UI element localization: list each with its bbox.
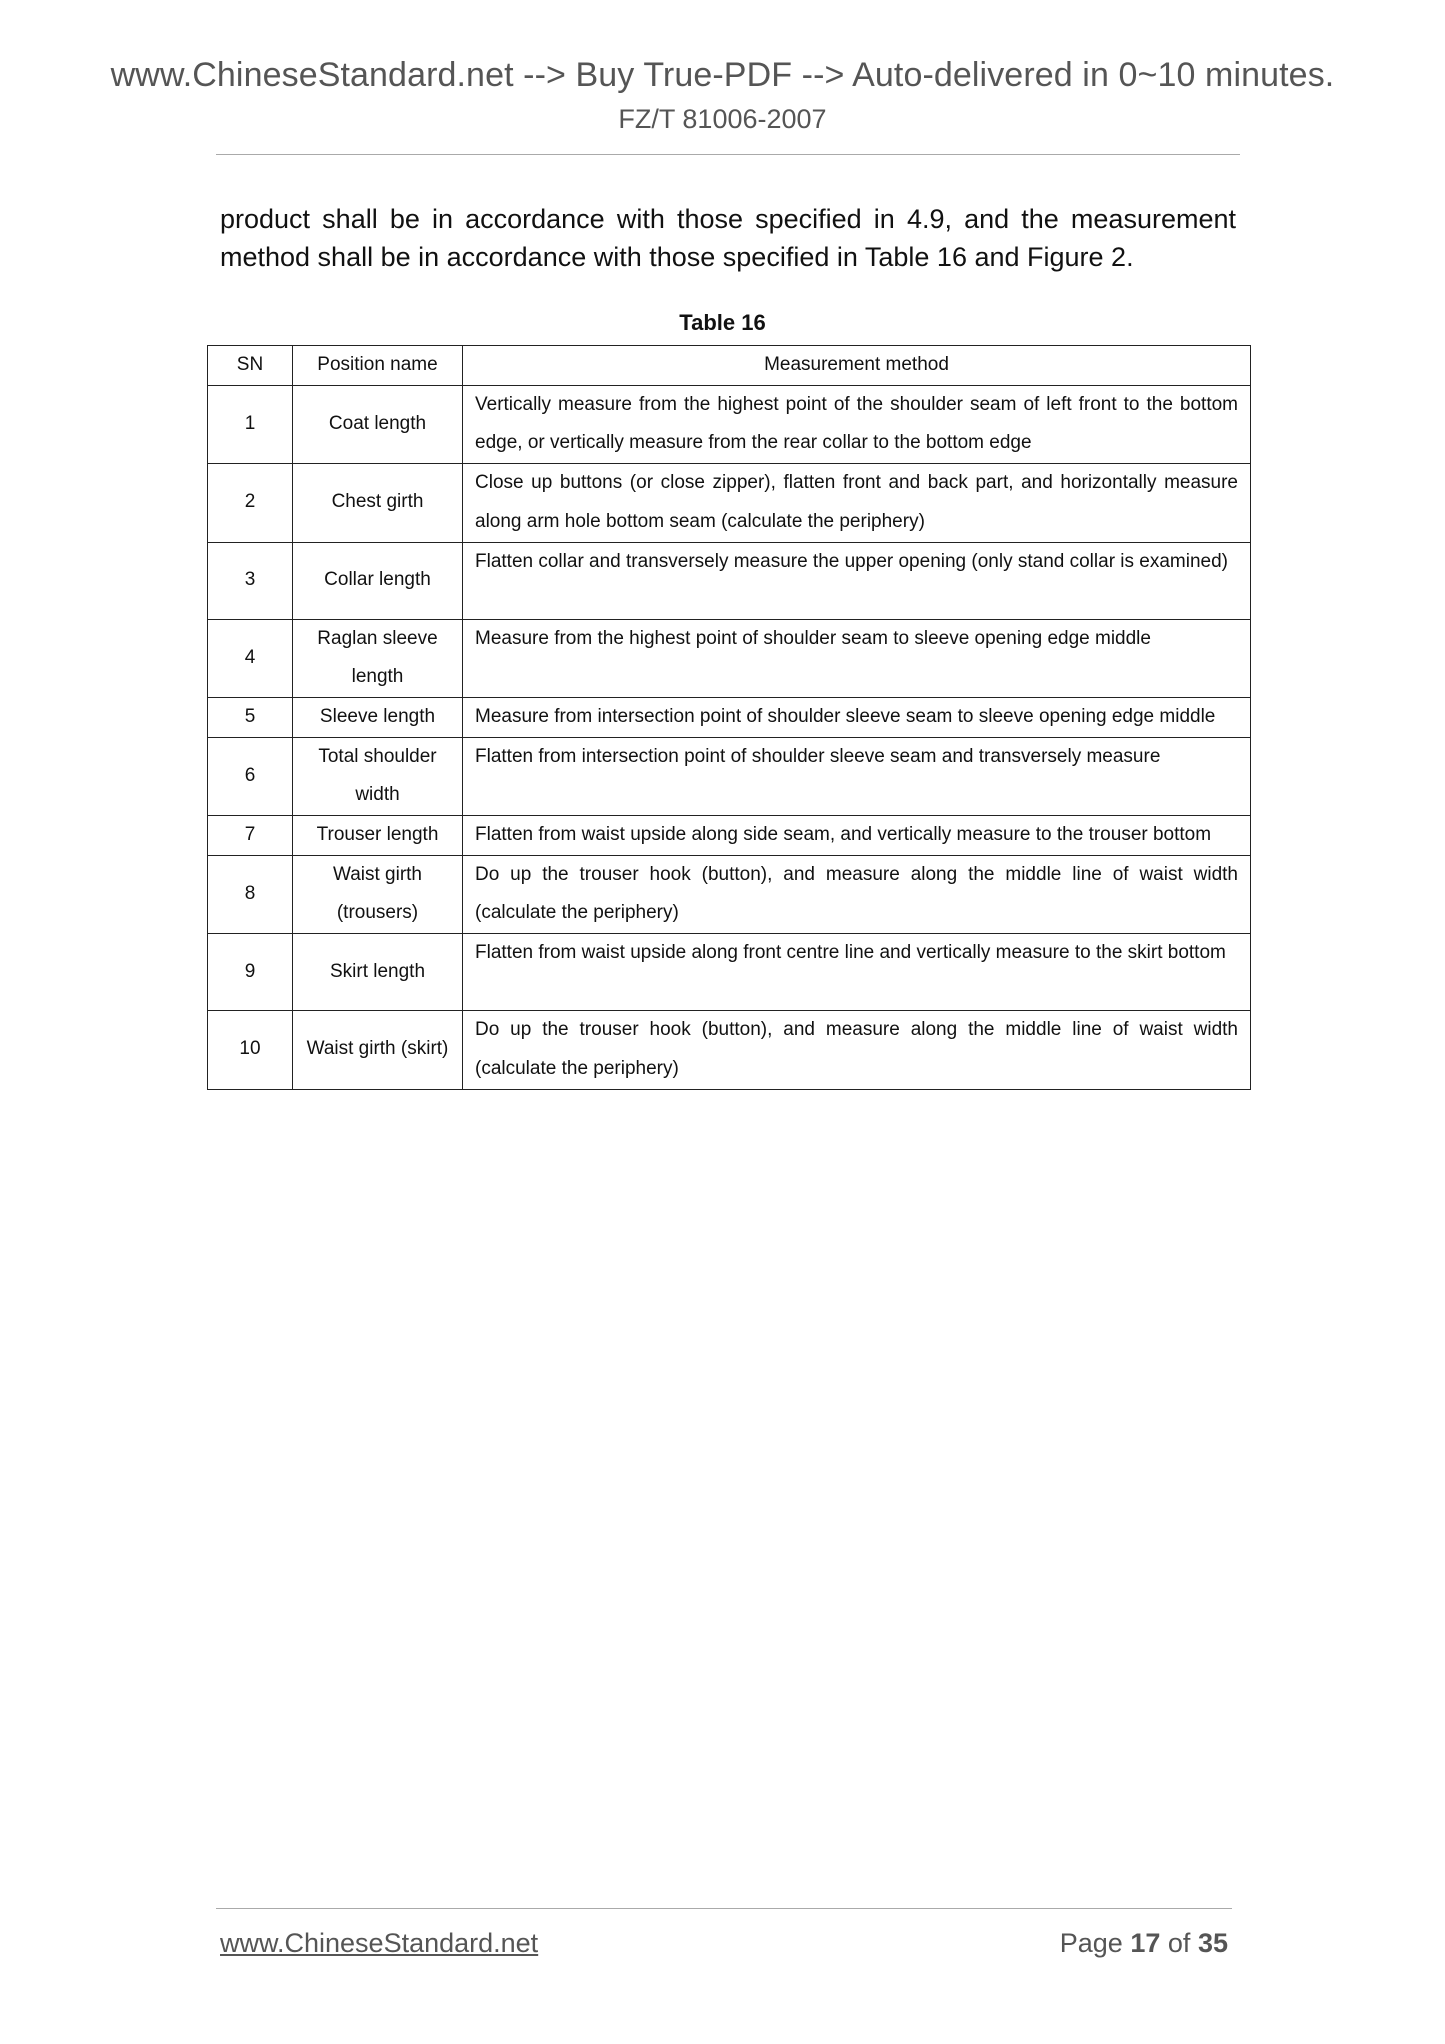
header-position-name: Position name (293, 346, 463, 386)
intro-paragraph: product shall be in accordance with those specified in 4.9, and the measurement method shall be in accordance with those specified in Table 16 and Figure 2. (220, 204, 1236, 272)
header-measurement-method: Measurement method (463, 346, 1251, 386)
page-indicator (1060, 1928, 1228, 1959)
page-of: of (1167, 1928, 1191, 1958)
cell-method: Measure from intersection point of shoulder sleeve seam to sleeve opening edge middle (463, 697, 1251, 737)
cell-position-name: Coat length (293, 385, 463, 463)
cell-sn: 9 (208, 934, 293, 1011)
cell-method: Do up the trouser hook (button), and measure along the middle line of waist width (calculate the periphery) (463, 855, 1251, 933)
cell-sn: 7 (208, 816, 293, 856)
cell-position-name: Skirt length (293, 934, 463, 1011)
table-header-row (208, 346, 1251, 386)
cell-method: Vertically measure from the highest point of the shoulder seam of left front to the bottom edge, or vertically measure from the rear collar to the bottom edge (463, 385, 1251, 463)
table-row (208, 1011, 1251, 1089)
table-caption: Table 16 (679, 310, 766, 335)
table-row (208, 855, 1251, 933)
cell-method: Close up buttons (or close zipper), flatten front and back part, and horizontally measure along arm hole bottom seam (calculate the periphery) (463, 464, 1251, 542)
table-row (208, 542, 1251, 619)
cell-position-name: Sleeve length (293, 697, 463, 737)
table-row (208, 464, 1251, 542)
cell-position-name: Waist girth (trousers) (293, 855, 463, 933)
cell-position-name: Collar length (293, 542, 463, 619)
cell-position-name: Trouser length (293, 816, 463, 856)
cell-sn: 1 (208, 385, 293, 463)
table-row (208, 619, 1251, 697)
header-banner: www.ChineseStandard.net --> Buy True-PDF --> Auto-delivered in 0~10 minutes. (110, 56, 1335, 94)
cell-position-name: Raglan sleeve length (293, 619, 463, 697)
cell-method: Flatten from waist upside along side seam, and vertically measure to the trouser bottom (463, 816, 1251, 856)
cell-method: Flatten collar and transversely measure the upper opening (only stand collar is examined) (463, 542, 1251, 619)
table-row (208, 934, 1251, 1011)
table-row (208, 737, 1251, 815)
measurement-table (207, 345, 1251, 1090)
cell-sn: 6 (208, 737, 293, 815)
cell-sn: 10 (208, 1011, 293, 1089)
cell-sn: 5 (208, 697, 293, 737)
table-row (208, 816, 1251, 856)
cell-position-name: Waist girth (skirt) (293, 1011, 463, 1089)
cell-sn: 4 (208, 619, 293, 697)
cell-method: Flatten from waist upside along front centre line and vertically measure to the skirt bottom (463, 934, 1251, 1011)
page-prefix: Page (1059, 1928, 1123, 1958)
table-row (208, 385, 1251, 463)
footer-site-link[interactable]: www.ChineseStandard.net (220, 1928, 539, 1958)
page-current: 17 (1130, 1928, 1161, 1958)
table-row (208, 697, 1251, 737)
cell-method: Measure from the highest point of shoulder seam to sleeve opening edge middle (463, 619, 1251, 697)
cell-method: Do up the trouser hook (button), and measure along the middle line of waist width (calculate the periphery) (463, 1011, 1251, 1089)
page-total: 35 (1197, 1928, 1228, 1958)
standard-number: FZ/T 81006-2007 (618, 104, 827, 134)
header-divider (216, 154, 1240, 155)
cell-position-name: Total shoulder width (293, 737, 463, 815)
cell-sn: 8 (208, 855, 293, 933)
cell-position-name: Chest girth (293, 464, 463, 542)
cell-method: Flatten from intersection point of shoulder sleeve seam and transversely measure (463, 737, 1251, 815)
cell-sn: 2 (208, 464, 293, 542)
footer-divider (216, 1908, 1232, 1909)
header-sn: SN (208, 346, 293, 386)
cell-sn: 3 (208, 542, 293, 619)
